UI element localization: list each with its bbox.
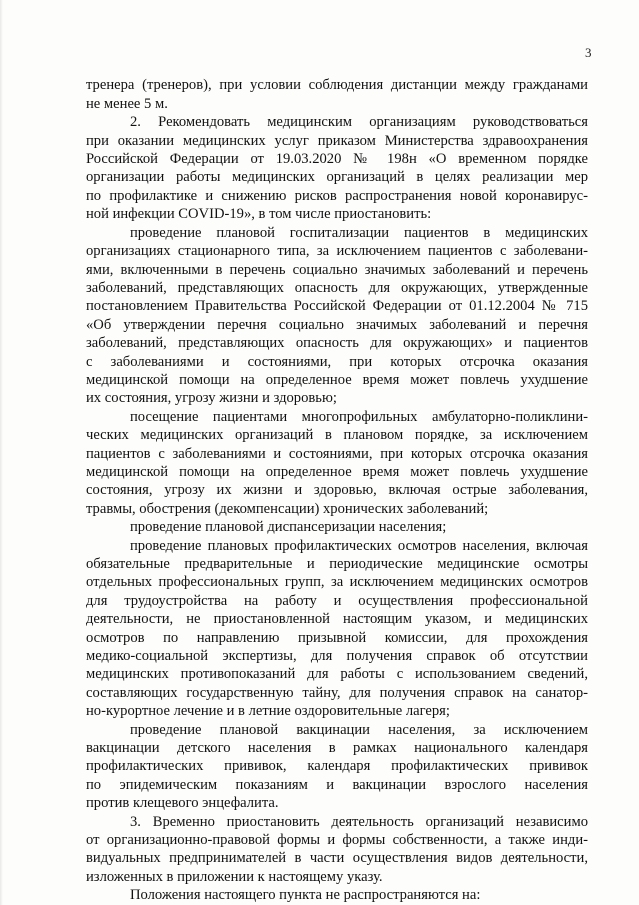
text-line: изложенных в приложении к настоящему указу. [86, 869, 383, 885]
text-line: по профилактике и снижению рисков распространения новой коронавирус- [86, 188, 588, 204]
text-line: тренера (тренеров), при условии соблюдения дистанции между гражданами [86, 77, 588, 93]
text-line: заболеваний, представляющих опасность для окружающих, утвержденные [86, 280, 588, 296]
text-line: постановлением Правительства Российской Федерации от 01.12.2004 № 715 [86, 298, 588, 314]
text-line: ной инфекции COVID-19», в том числе приостановить: [86, 206, 432, 222]
text-line: Положения настоящего пункта не распространяются на: [130, 887, 481, 903]
text-line: посещение пациентами многопрофильных амбулаторно-поликлини- [130, 409, 588, 425]
scan-edge [0, 0, 3, 905]
text-line: отдельных профессиональных групп, за исключением медицинских осмотров [86, 574, 588, 590]
text-line: организациях стационарного типа, за исключением пациентов с заболевани- [86, 243, 588, 259]
text-line: их состояния, угрозу жизни и здоровью; [86, 390, 337, 406]
text-line: медицинской помощи на определенное время может повлечь ухудшение [86, 464, 588, 480]
text-line: пациентов с заболеваниями и состояниями, при которых отсрочка оказания [86, 446, 588, 462]
text-line: заболеваний, представляющих опасность для окружающих» и пациентов [86, 335, 588, 351]
text-line: но-курортное лечение и в летние оздоровительные лагеря; [86, 703, 450, 719]
text-line: Российской Федерации от 19.03.2020 № 198н «О временном порядке [86, 151, 588, 167]
text-line: при оказании медицинских услуг приказом Министерства здравоохранения [86, 133, 588, 149]
text-line: 2. Рекомендовать медицинским организациям руководствоваться [130, 114, 588, 130]
text-line: ческих медицинских организаций в плановом порядке, за исключением [86, 427, 588, 443]
text-line: проведение плановой госпитализации пациентов в медицинских [130, 225, 588, 241]
text-line: проведение плановой диспансеризации населения; [130, 519, 447, 535]
text-line: вакцинации детского населения в рамках национального календаря [86, 740, 588, 756]
text-line: травмы, обострения (декомпенсации) хронических заболеваний; [86, 501, 489, 517]
text-line: деятельности, не приостановленной настоящим указом, и медицинских [86, 611, 588, 627]
text-line: медицинских противопоказаний для работы с использованием сведений, [86, 666, 588, 682]
text-line: с заболеваниями и состояниями, при которых отсрочка оказания [86, 354, 588, 370]
text-line: от организационно-правовой формы и формы собственности, а также инди- [86, 832, 588, 848]
text-line: обязательные предварительные и периодические медицинские осмотры [86, 556, 588, 572]
text-line: 3. Временно приостановить деятельность организаций независимо [130, 814, 588, 830]
text-line: против клещевого энцефалита. [86, 795, 279, 811]
text-line: профилактических прививок, календаря профилактических прививок [86, 758, 588, 774]
page-number: 3 [585, 45, 592, 60]
text-line: по эпидемическим показаниям и вакцинации взрослого населения [86, 777, 588, 793]
text-line: медико-социальной экспертизы, для получения справок об отсутствии [86, 648, 588, 664]
text-line: состояния, угрозу их жизни и здоровью, включая острые заболевания, [86, 482, 588, 498]
text-line: организации работы медицинских организаций в целях реализации мер [86, 169, 588, 185]
text-line: ями, включенными в перечень социально значимых заболеваний и перечень [86, 262, 588, 278]
text-line: для трудоустройства на работу и осуществления профессиональной [86, 593, 588, 609]
text-line: не менее 5 м. [86, 96, 168, 112]
text-line: «Об утверждении перечня социально значимых заболеваний и перечня [86, 317, 588, 333]
text-line: составляющих государственную тайну, для получения справок на санатор- [86, 685, 588, 701]
text-line: проведение плановой вакцинации населения, за исключением [130, 722, 588, 738]
text-line: медицинской помощи на определенное время может повлечь ухудшение [86, 372, 588, 388]
text-line: видуальных предпринимателей в части осуществления видов деятельности, [86, 850, 588, 866]
text-line: проведение плановых профилактических осмотров населения, включая [130, 538, 588, 554]
text-line: осмотров по направлению призывной комиссии, для прохождения [86, 630, 588, 646]
